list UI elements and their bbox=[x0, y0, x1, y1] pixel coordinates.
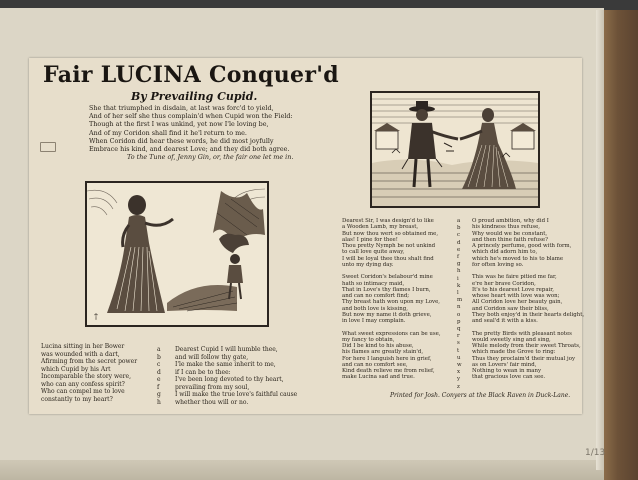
margin-mark: e bbox=[457, 246, 461, 253]
verse-line: But now thou wert so obtained me, bbox=[342, 230, 439, 237]
verse-line: Dearest Cupid I will humble thee, bbox=[175, 346, 278, 353]
margin-mark: z bbox=[457, 383, 460, 390]
margin-marks-column-4 bbox=[457, 218, 462, 391]
intro-line: When Coridon did hear these words, he did most joyfully bbox=[89, 136, 274, 145]
verse-line: I'le make the same inherit to me, bbox=[175, 361, 276, 368]
verse-line: That in Love's thy flames I burn, bbox=[342, 286, 431, 293]
margin-mark: k bbox=[457, 282, 461, 289]
margin-mark: l bbox=[457, 290, 459, 297]
margin-mark: u bbox=[457, 354, 461, 361]
verse-line: They both enjoy'd in their hearts delight, bbox=[472, 311, 585, 318]
intro-line: And of her self she thus complain'd when Cupid won the Field: bbox=[89, 112, 293, 121]
margin-mark: m bbox=[457, 297, 463, 304]
intro-line: Embrace his kind, and dearest Love; and they did both agree. bbox=[89, 145, 290, 154]
margin-mark: h bbox=[457, 268, 461, 275]
verse-line: in love I may complain. bbox=[342, 318, 406, 324]
verse-line: Why would we be constant, bbox=[472, 230, 548, 237]
verse-line: The pretty Birds with pleasant notes bbox=[472, 330, 572, 337]
verse-line: alas! I pine for thee! bbox=[342, 236, 398, 243]
verse-line: A princely perfume, good with form, bbox=[472, 243, 572, 249]
album-page-bottom-edge bbox=[0, 460, 604, 480]
verse-line: that gracious love can see. bbox=[472, 374, 546, 381]
verse-line: For here I languish here in grief, bbox=[342, 355, 432, 362]
verse-line: While melody from their sweet Throats, bbox=[472, 343, 581, 349]
page-edges bbox=[596, 10, 604, 470]
pencil-annotation: 1/13 bbox=[585, 448, 606, 458]
verse-line: to call love quite away, bbox=[342, 249, 405, 256]
verse-line: and both love is kissing, bbox=[342, 305, 408, 312]
margin-mark: w bbox=[457, 362, 462, 369]
margin-mark: b bbox=[157, 353, 161, 361]
verse-line: Did I be kind to his abuse, bbox=[342, 343, 414, 349]
verse-line: who can any confess spirit? bbox=[41, 380, 125, 388]
broadside-title: Fair LUCINA Conquer'd bbox=[43, 62, 339, 88]
verse-column-3 bbox=[342, 218, 441, 381]
intro-line: Though at the first I was unkind, yet now I'le loving be, bbox=[89, 120, 269, 129]
broadside-subtitle: By Prevailing Cupid. bbox=[131, 90, 258, 103]
verse-line: which he's moved to his to blame bbox=[472, 255, 564, 262]
verse-line: his kindness thus refuse, bbox=[472, 224, 540, 231]
verse-line: All Coridon love her beauty gain, bbox=[472, 299, 563, 306]
margin-mark: c bbox=[157, 361, 161, 368]
verse-line: Nothing to wean in many bbox=[472, 368, 542, 374]
verse-line: I will be loyal thee thou shalt find bbox=[342, 255, 434, 262]
verse-line: Dearest Sir, I was design'd to like bbox=[342, 218, 434, 224]
verse-line: whose heart with love was won; bbox=[472, 293, 560, 299]
svg-text:†: † bbox=[94, 312, 98, 321]
margin-mark: g bbox=[157, 391, 161, 398]
verse-line: Afirming from the secret power bbox=[41, 358, 138, 365]
margin-marks-column-2 bbox=[157, 346, 161, 406]
verse-line: hath so intimacy maid, bbox=[342, 280, 405, 287]
verse-line: which made the Grove to ring: bbox=[472, 349, 556, 356]
verse-line: I've been long devoted to thy heart, bbox=[175, 376, 284, 383]
verse-line: Kind death relieve me from relief, bbox=[342, 368, 435, 374]
verse-line: and can no comfort find; bbox=[342, 293, 410, 299]
verse-line: Who can compel me to love bbox=[41, 388, 125, 395]
margin-mark: n bbox=[457, 304, 461, 311]
margin-mark: f bbox=[157, 383, 160, 391]
margin-mark: h bbox=[157, 398, 161, 406]
margin-mark: i bbox=[457, 275, 459, 282]
intro-line: And of my Coridon shall find it he'l return to me. bbox=[89, 128, 247, 137]
verse-line: and can no comfort see, bbox=[342, 361, 408, 368]
verse-line: for often loving so. bbox=[472, 261, 524, 268]
margin-mark: r bbox=[457, 333, 460, 340]
margin-mark: b bbox=[457, 225, 461, 232]
verse-line: prevailing from my soul, bbox=[175, 383, 250, 391]
verse-line: if I can be to thee: bbox=[175, 368, 231, 376]
verse-line: It's to his dearest Love repair, bbox=[472, 286, 554, 293]
verse-line: Thou pretty Nymph be not unkind bbox=[342, 243, 436, 249]
margin-mark: t bbox=[457, 347, 460, 354]
tune-line: To the Tune of, Jenny Gin, or, the fair one let me in. bbox=[127, 153, 294, 161]
verse-line: I will make the true love's faithful cause bbox=[175, 391, 298, 398]
verse-line: as on Lovers' fair mind, bbox=[472, 361, 537, 368]
margin-mark: o bbox=[457, 311, 461, 318]
intro-verse bbox=[89, 104, 329, 153]
woodcut-couple bbox=[370, 91, 540, 208]
margin-mark: s bbox=[457, 340, 460, 347]
verse-line: which Cupid by his Art bbox=[41, 365, 111, 373]
verse-line: and then thine faith refuse? bbox=[472, 236, 548, 243]
verse-line: Lucina sitting in her Bower bbox=[41, 343, 125, 350]
verse-column-1 bbox=[41, 343, 137, 403]
woodcut-couple-image bbox=[372, 93, 538, 206]
verse-line: What sweet expressions can be use, bbox=[342, 330, 441, 337]
stamp-mark bbox=[40, 142, 56, 152]
margin-mark: e bbox=[157, 376, 161, 383]
verse-line: and will follow thy gate, bbox=[175, 353, 249, 361]
verse-line: Thus they proclaim'd their mutual joy bbox=[472, 355, 575, 362]
margin-mark: a bbox=[157, 346, 161, 353]
margin-mark: f bbox=[457, 254, 459, 261]
verse-line: was wounded with a dart, bbox=[41, 350, 120, 358]
verse-line: and seal'd it with a kiss. bbox=[472, 318, 538, 324]
verse-column-4 bbox=[472, 218, 584, 381]
verse-line: But now my name it doth grieve, bbox=[342, 311, 432, 318]
broadside-sheet bbox=[29, 58, 585, 414]
intro-line: She that triumphed in disdain, at last was forc'd to yield, bbox=[89, 104, 274, 112]
margin-mark: d bbox=[157, 368, 161, 376]
verse-line: whether thou will or no. bbox=[175, 398, 249, 406]
verse-column-2 bbox=[175, 346, 297, 406]
verse-line: unto my dying day. bbox=[342, 261, 394, 268]
verse-line: make Lucina sad and true. bbox=[342, 374, 415, 381]
verse-line: and Coridon saw their bliss, bbox=[472, 305, 549, 312]
margin-mark: a bbox=[457, 218, 461, 224]
printer-imprint: Printed for Josh. Conyers at the Black Raven in Duck-Lane. bbox=[390, 392, 571, 399]
verse-line: his flames are greatly stain'd, bbox=[342, 349, 424, 356]
verse-line: O proud ambition, why did I bbox=[472, 218, 549, 224]
margin-mark: g bbox=[457, 261, 461, 268]
margin-mark: x bbox=[457, 369, 461, 376]
verse-line: Sweet Coridon's belabour'd mine bbox=[342, 274, 433, 281]
margin-mark: y bbox=[457, 376, 461, 383]
margin-mark: c bbox=[457, 232, 461, 239]
margin-mark: p bbox=[457, 318, 461, 325]
margin-mark: q bbox=[457, 326, 461, 333]
woodcut-lucina-cupid bbox=[85, 181, 269, 327]
book-spine bbox=[604, 10, 638, 480]
verse-line: a Wooden Lamb, my breast, bbox=[342, 224, 419, 231]
verse-line: would sweetly sing and sing, bbox=[472, 336, 551, 343]
verse-line: constantly to my heart? bbox=[41, 395, 113, 403]
verse-line: e're her brave Coridon, bbox=[472, 280, 536, 287]
verse-line: This was he faire pitied me far, bbox=[472, 274, 557, 281]
woodcut-lucina-cupid-image bbox=[87, 183, 267, 325]
verse-line: which did adorn him to, bbox=[472, 249, 538, 256]
margin-mark: d bbox=[457, 239, 461, 246]
verse-line: Incomparable the story were, bbox=[41, 373, 131, 380]
verse-line: my fancy to obtain, bbox=[342, 336, 395, 343]
verse-line: Thy breast hath won upon my Love, bbox=[342, 299, 440, 306]
